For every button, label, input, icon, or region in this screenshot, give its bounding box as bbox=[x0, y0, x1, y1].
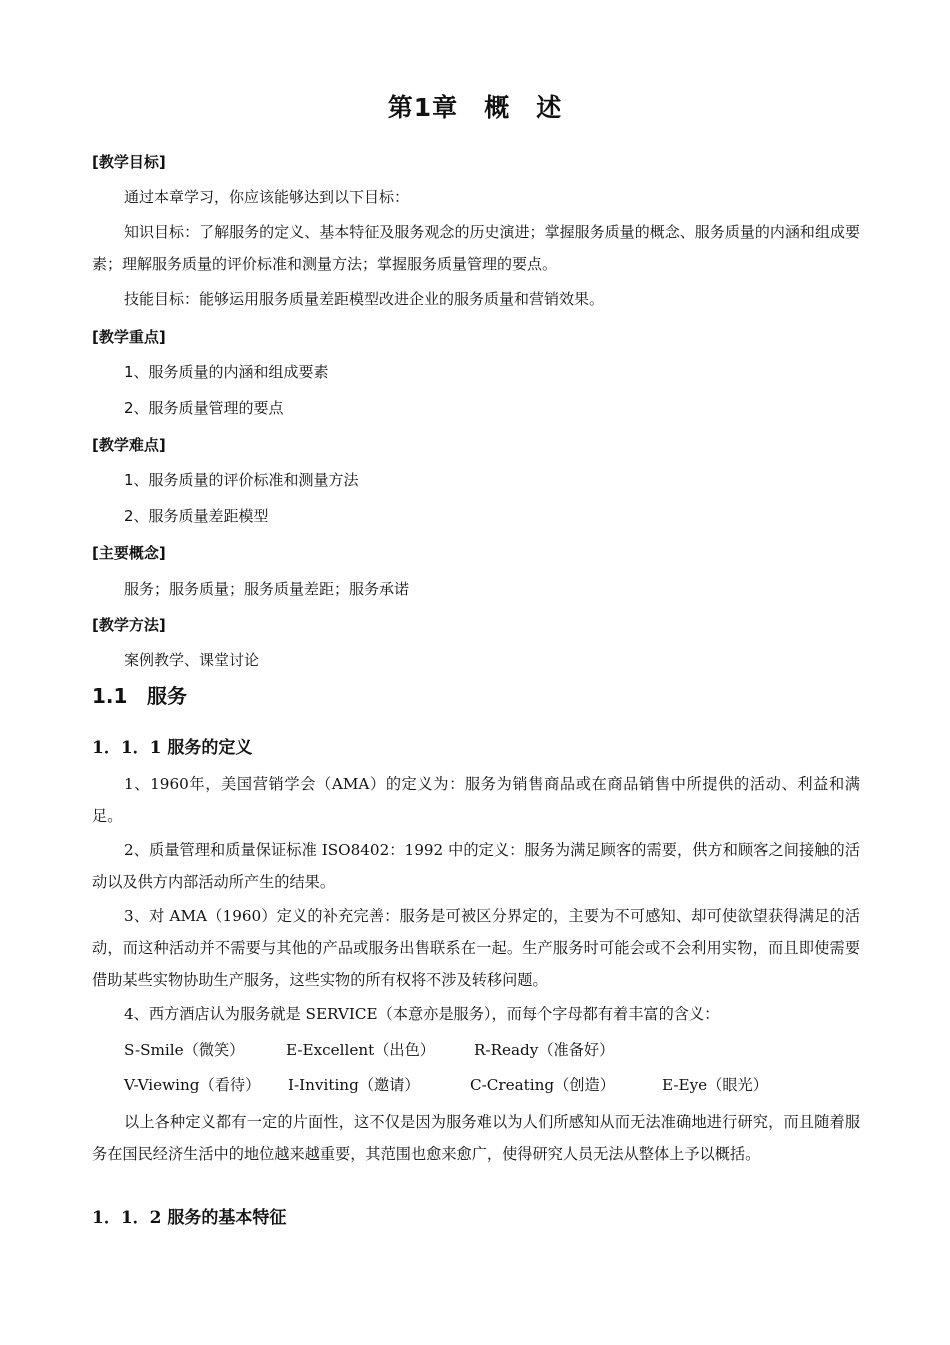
definition-summary-paragraph: 以上各种定义都有一定的片面性，这不仅是因为服务难以为人们所感知从而无法准确地进行研究，而且随着服务在国民经济生活中的地位越来越重要，其范围也愈来愈广，使得研究人员无法从整体上予以概括。 bbox=[92, 1113, 860, 1163]
definition-paragraph-4: 4、西方酒店认为服务就是 SERVICE（本意亦是服务），而每个字母都有着丰富的含义： bbox=[124, 1005, 720, 1023]
section-title: 服务 bbox=[147, 684, 187, 708]
section-1-1-2-heading: 1．1．2 服务的基本特征 bbox=[92, 1208, 287, 1228]
acronym-item: R-Ready（准备好） bbox=[474, 1041, 615, 1059]
acronym-item: C-Creating（创造） bbox=[470, 1076, 615, 1094]
chapter-number: 第1章 bbox=[387, 93, 459, 122]
objectives-knowledge: 知识目标：了解服务的定义、基本特征及服务观念的历史演进；掌握服务质量的概念、服务质量的内涵和组成要素；理解服务质量的评价标准和测量方法；掌握服务质量管理的要点。 bbox=[92, 223, 860, 273]
definition-paragraph-1: 1、1960年，美国营销学会（AMA）的定义为：服务为销售商品或在商品销售中所提供的活动、利益和满足。 bbox=[92, 775, 860, 825]
difficulty-item: 2、服务质量差距模型 bbox=[124, 507, 269, 525]
key-points-heading: [教学重点] bbox=[92, 328, 166, 346]
definition-paragraph-2: 2、质量管理和质量保证标准 ISO8402：1992 中的定义：服务为满足顾客的需要，供方和顾客之间接触的活动以及供方内部活动所产生的结果。 bbox=[92, 841, 860, 891]
section-number: 1.1 bbox=[92, 684, 128, 708]
acronym-item: S-Smile（微笑） bbox=[124, 1041, 245, 1059]
definition-paragraph-3: 3、对 AMA（1960）定义的补充完善：服务是可被区分界定的，主要为不可感知、却可使欲望获得满足的活动，而这种活动并不需要与其他的产品或服务出售联系在一起。生产服务时可能会或不会利用实物，而且即使需要借助某些实物协助生产服务，这些实物的所有权将不涉及转移问题。 bbox=[92, 907, 860, 989]
objectives-heading: [教学目标] bbox=[92, 153, 166, 171]
difficulty-item: 1、服务质量的评价标准和测量方法 bbox=[124, 471, 359, 489]
acronym-item: I-Inviting（邀请） bbox=[288, 1076, 420, 1094]
acronym-item: E-Eye（眼光） bbox=[662, 1076, 768, 1094]
key-point-item: 2、服务质量管理的要点 bbox=[124, 399, 284, 417]
difficulties-heading: [教学难点] bbox=[92, 436, 166, 454]
methods-text: 案例教学、课堂讨论 bbox=[124, 651, 260, 669]
acronym-item: E-Excellent（出色） bbox=[286, 1041, 435, 1059]
methods-heading: [教学方法] bbox=[92, 616, 166, 634]
section-1-1-heading bbox=[92, 683, 187, 709]
chapter-title bbox=[0, 88, 950, 124]
acronym-item: V-Viewing（看待） bbox=[124, 1076, 261, 1094]
key-point-item: 1、服务质量的内涵和组成要素 bbox=[124, 363, 329, 381]
objectives-skill: 技能目标：能够运用服务质量差距模型改进企业的服务质量和营销效果。 bbox=[124, 290, 605, 308]
chapter-name: 概 述 bbox=[484, 93, 563, 122]
concepts-text: 服务；服务质量；服务质量差距；服务承诺 bbox=[124, 580, 410, 598]
concepts-heading: [主要概念] bbox=[92, 544, 166, 562]
objectives-intro: 通过本章学习，你应该能够达到以下目标： bbox=[124, 188, 410, 206]
section-1-1-1-heading: 1．1．1 服务的定义 bbox=[92, 738, 253, 758]
